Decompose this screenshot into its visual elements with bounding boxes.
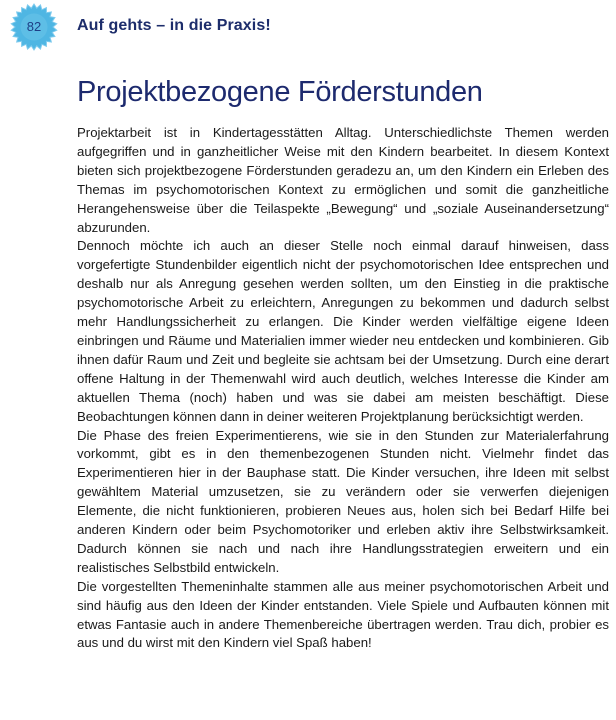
running-header-title: Auf gehts – in die Praxis!: [77, 17, 271, 34]
page-number: 82: [26, 19, 42, 34]
page-number-badge: [10, 3, 58, 51]
body-text: [77, 124, 609, 653]
paragraph: Dennoch möchte ich auch an dieser Stelle noch einmal darauf hinweisen, dass vorgefertigte Stundenbilder eigentlich nicht der psychomotorischen Idee entsprechen und deshalb nur als Anregung gesehen werden sollten, um den Einstieg in die praktische psychomotorische Arbeit zu erleichtern, Anregungen zu bekommen und dadurch selbst mehr Handlungssicherheit zu erlangen. Die Kinder werden vielfältige eigene Ideen einbringen und Räume und Materialien immer wieder neu entdecken und kombinieren. Gib ihnen dafür Raum und Zeit und begleite sie achtsam bei der Umsetzung. Durch eine derart offene Haltung in der Themenwahl wird auch deutlich, welches Interesse die Kinder am aktuellen Thema (noch) haben und was sie dabei am meisten beschäftigt. Diese Beobachtungen können dann in deiner weiteren Projektplanung berücksichtigt werden.: [77, 238, 609, 424]
section-title: Projektbezogene Förderstunden: [77, 76, 483, 108]
paragraph: Die vorgestellten Themeninhalte stammen alle aus meiner psychomotorischen Arbeit und sind häufig aus den Ideen der Kinder entstanden. Viele Spiele und Aufbauten können mit etwas Fantasie auch in andere Themenbereiche übertragen werden. Trau dich, probier es aus und du wirst mit den Kindern viel Spaß haben!: [77, 578, 609, 651]
paragraph: Projektarbeit ist in Kindertagesstätten Alltag. Unterschiedlichste Themen werden aufgegriffen und in ganzheitlicher Weise mit den Kindern bearbeitet. In diesem Kontext bieten sich projektbezogene Förderstunden geradezu an, um den Kindern ein Erleben des Themas im psychomotorischen Kontext zu ermöglichen und somit die ganzheitliche Herangehensweise über die Teilaspekte „Bewegung“ und „soziale Auseinandersetzung“ abzurunden.: [77, 125, 609, 235]
paragraph: Die Phase des freien Experimentierens, wie sie in den Stunden zur Materialerfahrung vorkommt, gibt es in den themenbezogenen Stunden nicht. Vielmehr findet das Experimentieren hier in der Bauphase statt. Die Kinder versuchen, ihre Ideen mit selbst gewähltem Material umzusetzen, sie zu verändern oder sie verwerfen diejenigen Elemente, die nicht funktionieren, probieren Neues aus, holen sich bei Bedarf Hilfe bei anderen Kindern oder beim Psychomotoriker und erleben aktiv ihre Selbstwirksamkeit. Dadurch können sie nach und nach ihre Handlungsstrategien erweitern und ein realistisches Selbstbild entwickeln.: [77, 427, 609, 575]
